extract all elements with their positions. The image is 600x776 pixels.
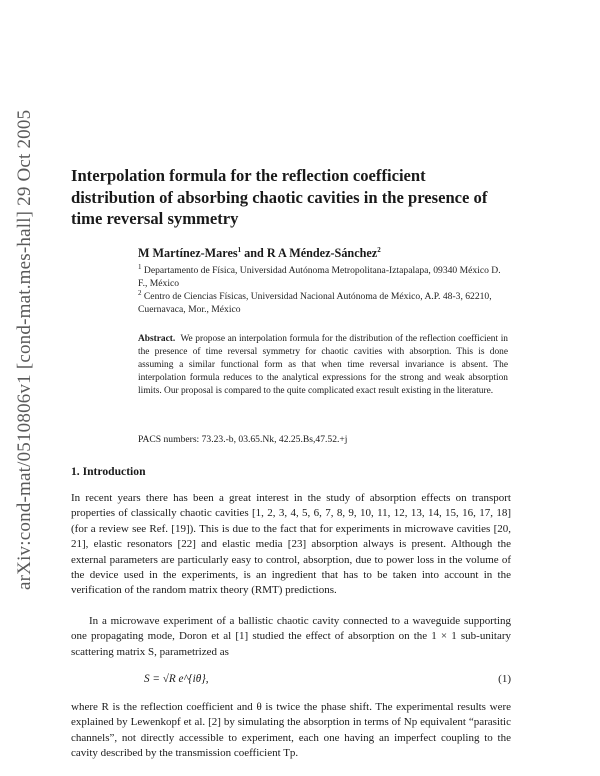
author-2-affil-mark: 2 [377,245,381,254]
paper-title: Interpolation formula for the reflection coefficient distribution of absorbing chaotic cavities in the presence of time reversal symmetry [71,166,488,228]
abstract [138,333,508,398]
equation-1: S = √R e^{iθ}, [144,673,209,685]
paragraph-3: where R is the reflection coefficient and θ is twice the phase shift. The experimental results were explained by Lewenkopf et al. [2] by simulating the absorption in terms of Np equivalent “parasitic channels”, not directly accessible to experiment, each one having an imperfect coupling to the cavity described by the transmission coefficient Tp. [71,701,511,760]
affiliation-2-text: Centro de Ciencias Físicas, Universidad Nacional Autónoma de México, A.P. 48-3, 62210, Cuernavaca, Mor., México [138,291,492,316]
paragraph-1: In recent years there has been a great interest in the study of absorption effects on transport properties of classically chaotic cavities [1, 2, 3, 4, 5, 6, 7, 8, 9, 10, 11, 12, 13, 14, 15, 16, 17, 18] (for a review see Ref. [19]). This is due to the fact that for experiments in microwave cavities [20, 21], elastic resonators [22] and elastic media [23] absorption always is present. Although the external parameters are particularly easy to control, absorption, due to power loss in the volume of the device used in the experiments, is an ingredient that has to be taken into account in the verification of the random matrix theory (RMT) predictions. [71,492,511,597]
affiliation-2-number: 2 [138,288,142,297]
affiliation-2 [138,290,508,316]
section-heading-introduction: 1. Introduction [71,465,146,478]
author-2: R A Méndez-Sánchez [266,246,378,260]
author-and: and [241,246,267,260]
affiliation-1 [138,264,508,290]
arxiv-side-stamp [14,109,40,612]
arxiv-identifier: arXiv:cond-mat/0510806v1 [cond-mat.mes-hall] 29 Oct 2005 [14,109,35,590]
abstract-label: Abstract. [138,334,176,344]
affiliation-1-number: 1 [138,262,142,271]
abstract-text: We propose an interpolation formula for the distribution of the reflection coefficient in the presence of time reversal symmetry for chaotic cavities with absorption. This is done assuming a similar functional form as that when time reversal invariance is absent. The interpolation formula reduces to the analytical expressions for the strong and weak absorption limits. Our proposal is compared to the quite complicated exact result existing in the literature. [138,334,508,397]
affiliation-1-text: Departamento de Física, Universidad Autónoma Metropolitana-Iztapalapa, 09340 México D. F., México [138,265,501,290]
paragraph-2: In a microwave experiment of a ballistic chaotic cavity connected to a waveguide supporting one propagating mode, Doron et al [1] studied the effect of absorption on the 1 × 1 sub-unitary scattering matrix S, parametrized as [71,615,511,658]
pacs-numbers: PACS numbers: 73.23.-b, 03.65.Nk, 42.25.Bs,47.52.+j [138,434,348,445]
author-1: M Martínez-Mares [138,246,238,260]
author-1-affil-mark: 1 [237,245,242,254]
author-line [138,246,578,261]
equation-1-number: (1) [498,673,511,685]
